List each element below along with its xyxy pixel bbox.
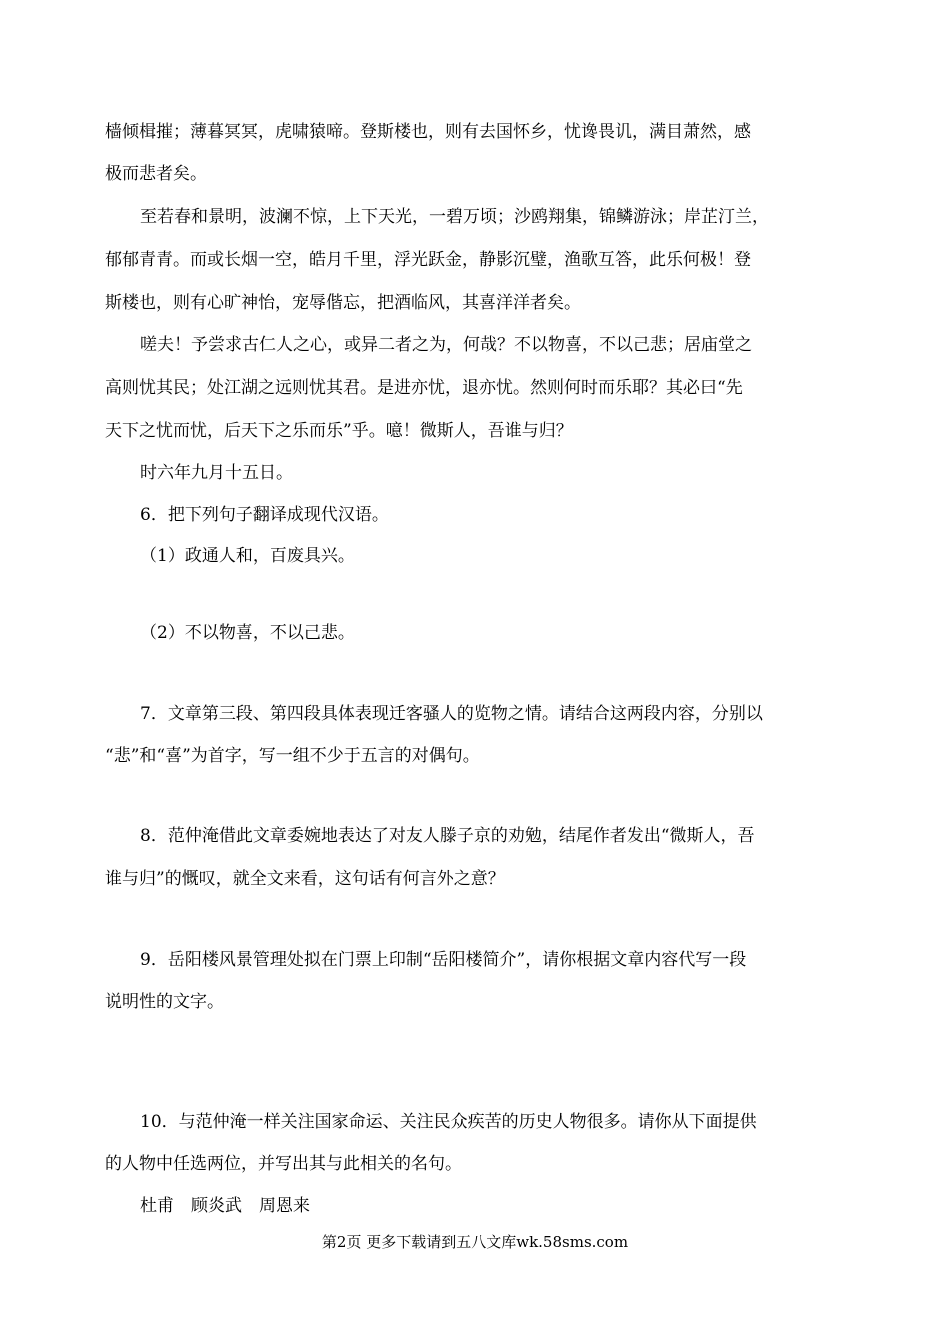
question-8-line1: 8．范仲淹借此文章委婉地表达了对友人滕子京的劝勉，结尾作者发出“微斯人，吾 bbox=[140, 826, 755, 846]
question-8-line2: 谁与归”的慨叹，就全文来看，这句话有何言外之意？ bbox=[105, 869, 505, 889]
question-6: 6．把下列句子翻译成现代汉语。 bbox=[140, 505, 389, 525]
passage-p2-line2: 郁郁青青。而或长烟一空，皓月千里，浮光跃金，静影沉璧，渔歌互答，此乐何极！登 bbox=[105, 250, 751, 270]
passage-p3-line2: 高则忧其民；处江湖之远则忧其君。是进亦忧，退亦忧。然则何时而乐耶？其必曰“先 bbox=[105, 378, 743, 398]
passage-p2-line3: 斯楼也，则有心旷神怡，宠辱偕忘，把酒临风，其喜洋洋者矣。 bbox=[105, 293, 581, 313]
passage-p1-line1: 樯倾楫摧；薄暮冥冥，虎啸猿啼。登斯楼也，则有去国怀乡，忧谗畏讥，满目萧然，感 bbox=[105, 122, 751, 142]
question-7-line2: “悲”和“喜”为首字，写一组不少于五言的对偶句。 bbox=[105, 746, 480, 766]
passage-p1-line2: 极而悲者矣。 bbox=[105, 164, 207, 184]
passage-p2-line1: 至若春和景明，波澜不惊，上下天光，一碧万顷；沙鸥翔集，锦鳞游泳；岸芷汀兰， bbox=[140, 207, 769, 227]
passage-p4-line1: 时六年九月十五日。 bbox=[140, 463, 293, 483]
passage-p3-line1: 嗟夫！予尝求古仁人之心，或异二者之为，何哉？不以物喜，不以己悲；居庙堂之 bbox=[140, 335, 752, 355]
page-footer: 第2页 更多下载请到五八文库wk.58sms.com bbox=[321, 1233, 629, 1251]
question-7-line1: 7．文章第三段、第四段具体表现迁客骚人的览物之情。请结合这两段内容，分别以 bbox=[140, 704, 763, 724]
question-9-line1: 9．岳阳楼风景管理处拟在门票上印制“岳阳楼简介”，请你根据文章内容代写一段 bbox=[140, 950, 747, 970]
question-10-line1: 10．与范仲淹一样关注国家命运、关注民众疾苦的历史人物很多。请你从下面提供 bbox=[140, 1112, 757, 1132]
passage-p3-line3: 天下之忧而忧，后天下之乐而乐”乎。噫！微斯人，吾谁与归？ bbox=[105, 421, 573, 441]
question-10-line2: 的人物中任选两位，并写出其与此相关的名句。 bbox=[105, 1154, 462, 1174]
question-6-item-1: （1）政通人和，百废具兴。 bbox=[140, 546, 355, 566]
question-10-options: 杜甫 顾炎武 周恩来 bbox=[140, 1196, 310, 1216]
question-9-line2: 说明性的文字。 bbox=[105, 992, 224, 1012]
question-6-item-2: （2）不以物喜，不以己悲。 bbox=[140, 623, 355, 643]
